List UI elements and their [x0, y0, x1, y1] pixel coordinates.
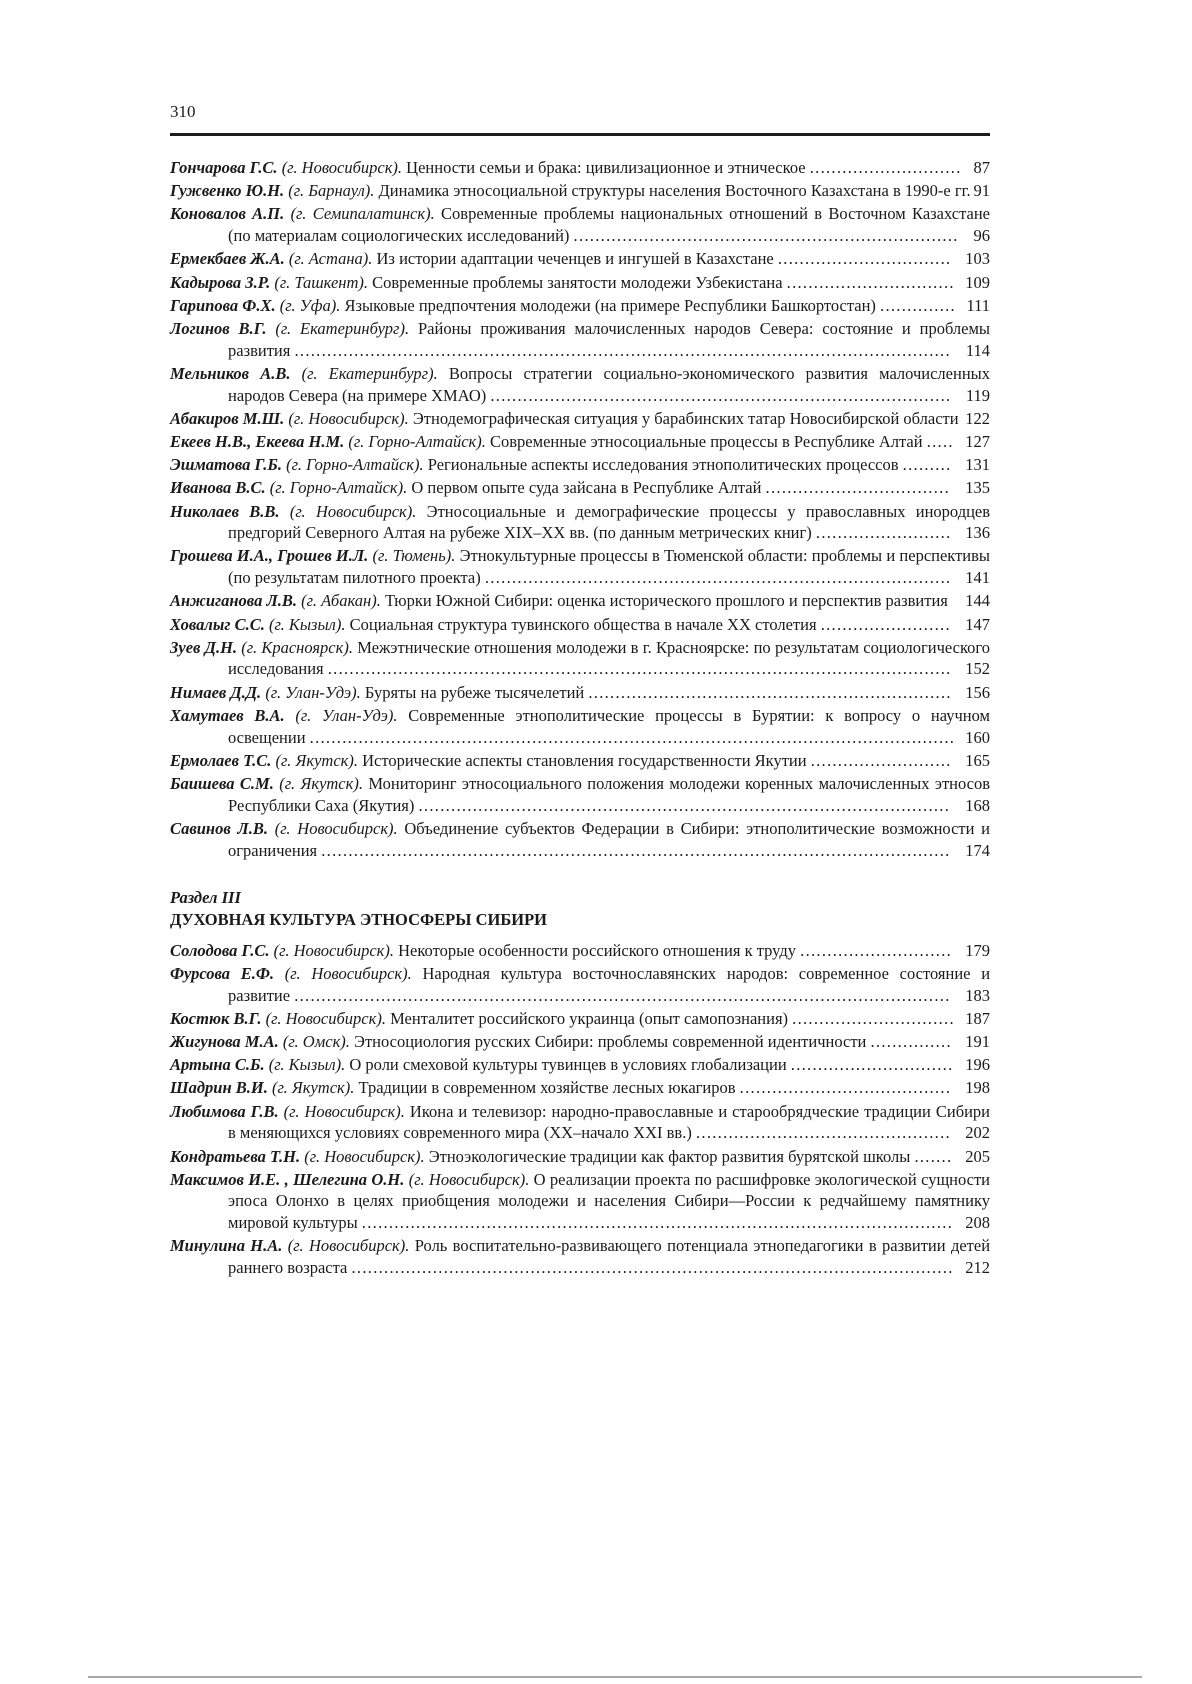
toc-entry: [170, 1031, 990, 1053]
entry-author: Гарипова Ф.Х.: [170, 295, 276, 315]
entry-author: Баишева С.М.: [170, 773, 274, 793]
toc-entry: [170, 705, 990, 748]
entry-title: Языковые предпочтения молодежи (на примере Республики Башкортостан): [344, 295, 876, 315]
entry-title: Вопросы стратегии социально-экономического развития малочисленных народов Севера (на примере ХМАО): [228, 363, 990, 405]
entry-author: Ермолаев Т.С.: [170, 750, 272, 770]
entry-page-number: 165: [965, 750, 990, 770]
toc-entry: [170, 818, 990, 861]
dot-leader: ............................: [800, 940, 953, 960]
entry-page-number: 131: [965, 455, 990, 475]
entry-place: (г. Астана).: [288, 249, 373, 269]
entry-title: Исторические аспекты становления государственности Якутии: [362, 750, 807, 770]
entry-page-number: 208: [965, 1213, 990, 1233]
dot-leader: ........................: [820, 614, 951, 634]
entry-page-number: 202: [965, 1123, 990, 1143]
entry-title: Динамика этносоциальной структуры населения Восточного Казахстана в 1990-е гг.: [378, 181, 971, 201]
dot-leader: ...............................................: [695, 1123, 951, 1143]
entry-title: Тюрки Южной Сибири: оценка исторического прошлого и перспектив развития: [384, 591, 948, 611]
dot-leader: ..........................: [810, 750, 952, 770]
entry-page-number: 187: [965, 1008, 990, 1028]
toc-entry: [170, 157, 990, 179]
entry-author: Минулина Н.А.: [170, 1236, 283, 1256]
toc-entry: [170, 963, 990, 1006]
entry-place: (г. Улан-Удэ).: [265, 682, 361, 702]
toc-section: [170, 157, 990, 861]
toc-entry: [170, 272, 990, 294]
entry-title: Современные проблемы занятости молодежи Узбекистана: [372, 272, 783, 292]
toc-entry: [170, 1101, 990, 1144]
toc-entry: [170, 545, 990, 588]
dot-leader: .......................................................................: [573, 226, 959, 246]
entry-title: Современные проблемы национальных отношений в Восточном Казахстане (по материалам социологических исследований): [228, 204, 990, 246]
entry-author: Ховалыг С.С.: [170, 614, 265, 634]
entry-author: Анжиганова Л.В.: [170, 591, 298, 611]
toc-entry: [170, 614, 990, 636]
table-of-contents: [170, 157, 990, 1279]
page-bottom-rule: [88, 1676, 1142, 1678]
dot-leader: .........................................................................................................................: [294, 985, 951, 1005]
dot-leader: .......................................................................................................................: [309, 727, 956, 747]
toc-entry: [170, 408, 990, 430]
entry-page-number: 96: [973, 226, 990, 246]
entry-place: (г. Новосибирск).: [274, 818, 398, 838]
entry-place: (г. Семипалатинск).: [290, 204, 435, 224]
toc-entry: [170, 248, 990, 270]
dot-leader: ..................................: [765, 478, 950, 498]
header-rule: [170, 133, 990, 136]
entry-page-number: 212: [965, 1258, 990, 1278]
entry-place: (г. Новосибирск).: [304, 1146, 425, 1166]
entry-author: Эшматова Г.Б.: [170, 455, 282, 475]
entry-author: Шадрин В.И.: [170, 1078, 268, 1098]
toc-entry: [170, 1077, 990, 1099]
entry-page-number: 160: [965, 727, 990, 747]
toc-entry: [170, 1008, 990, 1030]
toc-entry: [170, 501, 990, 544]
dot-leader: .........: [902, 455, 952, 475]
dot-leader: ....................................................................................................................: [321, 840, 951, 860]
entry-place: (г. Новосибирск).: [283, 1101, 405, 1121]
entry-page-number: 191: [965, 1032, 990, 1052]
entry-page-number: 205: [965, 1146, 990, 1166]
section-title: ДУХОВНАЯ КУЛЬТУРА ЭТНОСФЕРЫ СИБИРИ: [170, 910, 547, 929]
toc-section: [170, 887, 990, 1278]
entry-author: Кадырова З.Р.: [170, 272, 271, 292]
dot-leader: .....................................................................................: [490, 385, 952, 405]
dot-leader: ..............................: [790, 1055, 954, 1075]
entry-title: Ценности семьи и брака: цивилизационное и этническое: [406, 158, 806, 177]
entry-place: (г. Улан-Удэ).: [295, 705, 398, 725]
entry-place: (г. Новосибирск).: [408, 1169, 530, 1189]
dot-leader: ...............................................................................................................: [351, 1258, 954, 1278]
dot-leader: .......................................: [739, 1078, 952, 1098]
dot-leader: ................................: [777, 249, 952, 269]
page-content: [170, 0, 990, 1280]
entry-place: (г. Екатеринбург).: [301, 363, 438, 383]
dot-leader: ...............: [870, 1032, 952, 1052]
toc-entry: [170, 1146, 990, 1168]
dot-leader: .......: [914, 1146, 953, 1166]
toc-entry: [170, 1235, 990, 1278]
toc-entry: [170, 318, 990, 361]
entry-author: Артына С.Б.: [170, 1055, 265, 1075]
entry-place: (г. Горно-Алтайск).: [348, 431, 486, 451]
entry-author: Гужвенко Ю.Н.: [170, 181, 285, 201]
entry-author: Жигунова М.А.: [170, 1032, 279, 1052]
toc-entry: [170, 295, 990, 317]
dot-leader: ..................................................................................................: [418, 795, 951, 815]
entry-title: Некоторые особенности российского отношения к труду: [398, 940, 797, 960]
entry-page-number: 119: [965, 385, 990, 405]
entry-page-number: 141: [965, 568, 990, 588]
toc-entry: [170, 590, 990, 612]
entry-page-number: 109: [965, 272, 990, 292]
entry-place: (г. Омск).: [282, 1032, 350, 1052]
entry-page-number: 122: [965, 408, 990, 428]
entry-title: Менталитет российского украинца (опыт самопознания): [390, 1008, 789, 1028]
dot-leader: .........................: [815, 523, 952, 543]
dot-leader: ..............................: [792, 1008, 955, 1028]
dot-leader: .............................................................................................................: [361, 1213, 954, 1233]
entry-page-number: 135: [965, 478, 990, 498]
page-number: 310: [170, 102, 196, 121]
toc-entry: [170, 682, 990, 704]
toc-entry: [170, 773, 990, 816]
dot-leader: ...............................: [786, 272, 955, 292]
toc-entry: [170, 637, 990, 680]
entry-title: Региональные аспекты исследования этнополитических процессов: [427, 455, 899, 475]
entry-place: (г. Горно-Алтайск).: [286, 455, 424, 475]
entry-author: Зуев Д.Н.: [170, 637, 238, 657]
entry-title: Этносоциология русских Сибири: проблемы современной идентичности: [354, 1032, 867, 1052]
dot-leader: ............................: [809, 158, 962, 177]
entry-title: Современные этнополитические процессы в Бурятии: к вопросу о научном освещении: [228, 705, 990, 747]
entry-page-number: 87: [973, 158, 990, 177]
dot-leader: ...................................................................: [588, 682, 952, 702]
entry-title: О роли смеховой культуры тувинцев в условиях глобализации: [349, 1055, 787, 1075]
dot-leader: ......................................................................................: [484, 568, 952, 588]
entry-page-number: 91: [973, 181, 990, 201]
entry-page-number: 127: [965, 431, 990, 451]
entry-place: (г. Екатеринбург).: [275, 318, 410, 338]
entry-author: Николаев В.В.: [170, 501, 280, 521]
entry-place: (г. Якутск).: [271, 1078, 355, 1098]
entry-page-number: 196: [965, 1055, 990, 1075]
entry-author: Нимаев Д.Д.: [170, 682, 262, 702]
toc-entry: [170, 1054, 990, 1076]
entry-author: Иванова В.С.: [170, 478, 266, 498]
entry-page-number: 198: [965, 1078, 990, 1098]
dot-leader: .....: [926, 431, 954, 451]
entry-place: (г. Новосибирск).: [287, 1236, 410, 1256]
entry-author: Мельников А.В.: [170, 363, 291, 383]
entry-place: (г. Якутск).: [279, 773, 363, 793]
entry-title: Традиции в современном хозяйстве лесных юкагиров: [358, 1078, 736, 1098]
entry-author: Коновалов А.П.: [170, 204, 285, 224]
entry-author: Грошева И.А., Грошев И.Л.: [170, 546, 369, 566]
entry-author: Абакиров М.Ш.: [170, 408, 285, 428]
entry-place: (г. Новосибирск).: [281, 158, 403, 177]
entry-page-number: 152: [965, 659, 990, 679]
entry-title: Районы проживания малочисленных народов Севера: состояние и проблемы развития: [228, 318, 991, 360]
entry-page-number: 174: [965, 840, 990, 860]
entry-title: Этнодемографическая ситуация у барабинских татар Новосибирской области: [412, 408, 959, 428]
entry-title: Этноэкологические традиции как фактор развития бурятской школы: [428, 1146, 911, 1166]
entry-title: Современные этносоциальные процессы в Республике Алтай: [490, 431, 923, 451]
entry-title: Межэтнические отношения молодежи в г. Красноярске: по результатам социологического исследования: [228, 637, 991, 679]
entry-author: Любимова Г.В.: [170, 1101, 279, 1121]
entry-place: (г. Новосибирск).: [284, 963, 412, 983]
dot-leader: ..............: [880, 295, 956, 315]
entry-place: (г. Новосибирск).: [288, 408, 409, 428]
entry-author: Кондратьева Т.Н.: [170, 1146, 301, 1166]
toc-entry: [170, 940, 990, 962]
entry-page-number: 179: [965, 940, 990, 960]
toc-entry: [170, 1169, 990, 1234]
entry-place: (г. Кызыл).: [268, 1055, 346, 1075]
toc-entry: [170, 431, 990, 453]
entry-page-number: 136: [965, 523, 990, 543]
dot-leader: ...................................................................................................................: [327, 659, 952, 679]
entry-title: О первом опыте суда зайсана в Республике Алтай: [411, 478, 762, 498]
entry-place: (г. Уфа).: [279, 295, 341, 315]
entry-place: (г. Якутск).: [275, 750, 358, 770]
entry-place: (г. Новосибирск).: [265, 1008, 386, 1028]
entry-title: Мониторинг этносоциального положения молодежи коренных малочисленных этносов Республики Саха (Якутия): [228, 773, 991, 815]
entry-place: (г. Новосибирск).: [273, 940, 394, 960]
entry-author: Логинов В.Г.: [170, 318, 267, 338]
entry-page-number: 111: [966, 295, 990, 315]
entry-author: Савинов Л.В.: [170, 818, 268, 838]
entry-place: (г. Ташкент).: [274, 272, 369, 292]
entry-title: Этносоциальные и демографические процессы у православных инородцев предгорий Северного Алтая на рубеже XIX–XX вв. (по данным метрических книг): [228, 501, 991, 543]
entry-place: (г. Кызыл).: [268, 614, 346, 634]
entry-page-number: 103: [965, 249, 990, 269]
entry-author: Екеев Н.В., Екеева Н.М.: [170, 431, 345, 451]
entry-page-number: 147: [965, 614, 990, 634]
toc-entry: [170, 203, 990, 246]
toc-entry: [170, 363, 990, 406]
entry-author: Гончарова Г.С.: [170, 158, 278, 177]
entry-title: Икона и телевизор: народно-православные и старообрядческие традиции Сибири в меняющихся условиях современного мира (XX–начало XXI вв.): [228, 1101, 990, 1143]
entry-author: Солодова Г.С.: [170, 940, 270, 960]
entry-page-number: 183: [965, 985, 990, 1005]
entry-title: Этнокультурные процессы в Тюменской области: проблемы и перспективы (по результатам пилотного проекта): [228, 546, 991, 588]
entry-title: Из истории адаптации чеченцев и ингушей в Казахстане: [376, 249, 774, 269]
entry-title: Объединение субъектов Федерации в Сибири: этнополитические возможности и ограничения: [228, 818, 990, 860]
entry-author: Хамутаев В.А.: [170, 705, 285, 725]
entry-author: Фурсова Е.Ф.: [170, 963, 275, 983]
entry-author: Костюк В.Г.: [170, 1008, 262, 1028]
entry-title: Роль воспитательно-развивающего потенциала этнопедагогики в развитии детей раннего возраста: [228, 1236, 991, 1278]
entry-title: Буряты на рубеже тысячелетий: [364, 682, 585, 702]
entry-author: Максимов И.Е. , Шелегина О.Н.: [170, 1169, 405, 1189]
entry-page-number: 114: [965, 340, 990, 360]
toc-entry: [170, 750, 990, 772]
toc-entry: [170, 180, 990, 202]
entry-title: Народная культура восточнославянских народов: современное состояние и развитие: [228, 963, 991, 1005]
entry-place: (г. Тюмень).: [372, 546, 456, 566]
toc-entry: [170, 477, 990, 499]
entry-place: (г. Абакан).: [301, 591, 381, 611]
entry-place: (г. Горно-Алтайск).: [269, 478, 408, 498]
entry-page-number: 144: [965, 591, 990, 611]
entry-page-number: 168: [965, 795, 990, 815]
entry-place: (г. Красноярск).: [241, 637, 353, 657]
entry-author: Ермекбаев Ж.А.: [170, 249, 285, 269]
entry-place: (г. Барнаул).: [288, 181, 375, 201]
dot-leader: .........................................................................................................................: [294, 340, 951, 360]
entry-title: Социальная структура тувинского общества в начале XX столетия: [349, 614, 817, 634]
section-label: Раздел III: [170, 888, 241, 908]
entry-title: О реализации проекта по расшифровке экологической сущности эпоса Олонхо в целях приобщения молодежи и населения Сибири—России к редчайшему памятнику мировой культуры: [228, 1169, 991, 1233]
entry-place: (г. Новосибирск).: [289, 501, 417, 521]
entry-page-number: 156: [965, 682, 990, 702]
section-heading: [170, 887, 990, 930]
toc-entry: [170, 454, 990, 476]
